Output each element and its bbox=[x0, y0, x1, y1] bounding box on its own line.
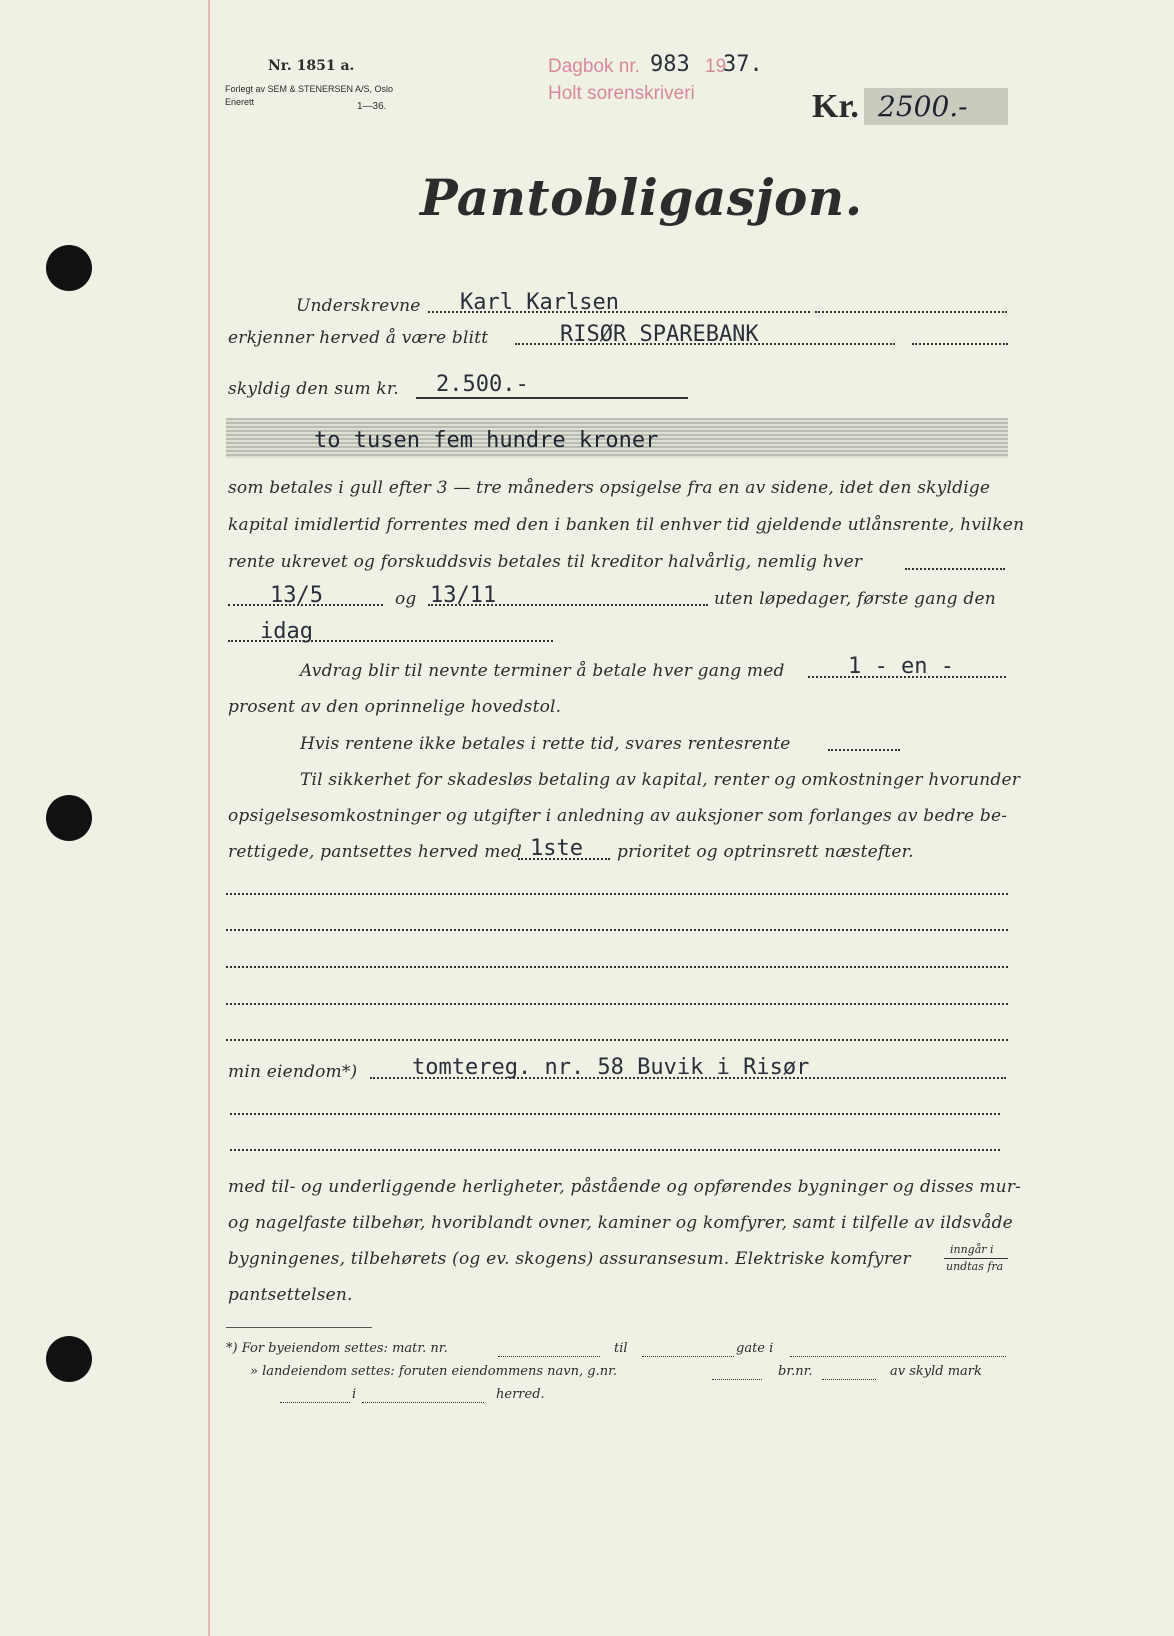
sum-words-band bbox=[226, 418, 1008, 458]
dotted-line bbox=[226, 1003, 1008, 1005]
footnote-word: herred. bbox=[496, 1387, 545, 1402]
dotted-line bbox=[790, 1356, 1006, 1357]
body-line: med til- og underliggende herligheter, påstående og opførendes bygninger og disses mur- bbox=[228, 1177, 1022, 1197]
installment-percent: 1 - en - bbox=[848, 654, 954, 679]
dotted-line bbox=[905, 568, 1005, 570]
term-first: 13/5 bbox=[270, 583, 323, 608]
dagbok-label: Dagbok nr. bbox=[548, 56, 640, 77]
kr-label: Kr. bbox=[812, 88, 859, 125]
margin-rule bbox=[208, 0, 210, 1636]
property-label: min eiendom*) bbox=[228, 1062, 358, 1082]
dotted-line bbox=[828, 749, 900, 751]
sum-label: skyldig den sum kr. bbox=[228, 379, 399, 399]
footnote-line: *) For byeiendom settes: matr. nr. bbox=[226, 1341, 448, 1356]
first-payment-date: idag bbox=[260, 619, 313, 644]
option-divider bbox=[944, 1258, 1008, 1259]
dotted-line bbox=[230, 1113, 1000, 1115]
publisher-date: 1—36. bbox=[357, 101, 387, 112]
form-number: Nr. 1851 a. bbox=[268, 58, 355, 74]
undersigned-label: Underskrevne bbox=[296, 296, 421, 316]
publisher-line: Forlegt av SEM & STENERSEN A/S, Oslo bbox=[225, 84, 394, 94]
dotted-line bbox=[226, 1039, 1008, 1041]
dotted-line bbox=[280, 1402, 350, 1403]
dagbok-year: 37. bbox=[723, 52, 763, 77]
body-line: Hvis rentene ikke betales i rette tid, svares rentesrente bbox=[300, 734, 791, 754]
dotted-line bbox=[642, 1356, 734, 1357]
undersigned-name: Karl Karlsen bbox=[460, 290, 619, 315]
dotted-line bbox=[226, 929, 1008, 931]
publisher-rights: Enerett bbox=[225, 97, 255, 107]
og-word: og bbox=[395, 589, 417, 609]
body-line: bygningenes, tilbehørets (og ev. skogens) assuransesum. Elektriske komfyrer bbox=[228, 1249, 911, 1269]
body-line: som betales i gull efter 3 — tre måneders opsigelse fra en av sidene, idet den skyldige bbox=[228, 478, 991, 498]
property-value: tomtereg. nr. 58 Buvik i Risør bbox=[412, 1055, 810, 1080]
footnote-line: » landeiendom settes: foruten eiendommens navn, g.nr. bbox=[250, 1364, 617, 1379]
footnote-word: gate i bbox=[736, 1341, 774, 1356]
footnote-word: til bbox=[614, 1341, 628, 1356]
body-line: rettigede, pantsettes herved med bbox=[228, 842, 522, 862]
dotted-line bbox=[912, 343, 1008, 345]
amount-box bbox=[864, 88, 1008, 125]
dotted-line bbox=[362, 1402, 484, 1403]
creditor-name: RISØR SPAREBANK bbox=[560, 322, 759, 347]
footnote-word: av skyld mark bbox=[890, 1364, 982, 1379]
body-line: rente ukrevet og forskuddsvis betales til kreditor halvårlig, nemlig hver bbox=[228, 552, 863, 572]
footnote-rule bbox=[226, 1327, 372, 1328]
office-stamp: Holt sorenskriveri bbox=[548, 83, 695, 104]
body-line: Til sikkerhet for skadesløs betaling av kapital, renter og omkostninger hvorunder bbox=[300, 770, 1021, 790]
dotted-line bbox=[498, 1356, 600, 1357]
body-line: pantsettelsen. bbox=[228, 1285, 353, 1305]
body-line: Avdrag blir til nevnte terminer å betale hver gang med bbox=[300, 661, 785, 681]
dotted-line bbox=[226, 893, 1008, 895]
creditor-label: erkjenner herved å være blitt bbox=[228, 328, 489, 348]
punch-hole bbox=[46, 245, 92, 291]
page-title: Pantobligasjon. bbox=[420, 168, 863, 227]
amount-value: 2500.- bbox=[878, 90, 968, 123]
body-line: opsigelsesomkostninger og utgifter i anledning av auksjoner som forlanges av bedre be- bbox=[228, 806, 1008, 826]
dotted-line bbox=[230, 1149, 1000, 1151]
punch-hole bbox=[46, 795, 92, 841]
punch-hole bbox=[46, 1336, 92, 1382]
dagbok-number: 983 bbox=[650, 52, 690, 77]
sum-words: to tusen fem hundre kroner bbox=[314, 428, 659, 453]
dotted-line bbox=[226, 966, 1008, 968]
term-second: 13/11 bbox=[430, 583, 497, 608]
option-excluded: undtas fra bbox=[946, 1260, 1004, 1273]
body-line: uten løpedager, første gang den bbox=[714, 589, 996, 609]
body-line: og nagelfaste tilbehør, hvoriblandt ovner, kaminer og komfyrer, samt i tilfelle av ildsvåde bbox=[228, 1213, 1013, 1233]
priority-value: 1ste bbox=[530, 836, 583, 861]
dagbok-year-prefix: 19 bbox=[705, 56, 727, 77]
body-line: kapital imidlertid forrentes med den i banken til enhver tid gjeldende utlånsrente, hvilken bbox=[228, 515, 1025, 535]
footnote-word: br.nr. bbox=[778, 1364, 813, 1379]
dotted-line bbox=[712, 1379, 762, 1380]
body-line: prioritet og optrinsrett næstefter. bbox=[617, 842, 914, 862]
option-included: inngår i bbox=[950, 1243, 994, 1256]
sum-value: 2.500.- bbox=[436, 372, 529, 397]
footnote-word: i bbox=[352, 1387, 357, 1402]
dotted-line bbox=[815, 311, 1007, 313]
sum-underline bbox=[416, 397, 688, 399]
dotted-line bbox=[822, 1379, 876, 1380]
body-line: prosent av den oprinnelige hovedstol. bbox=[228, 697, 562, 717]
